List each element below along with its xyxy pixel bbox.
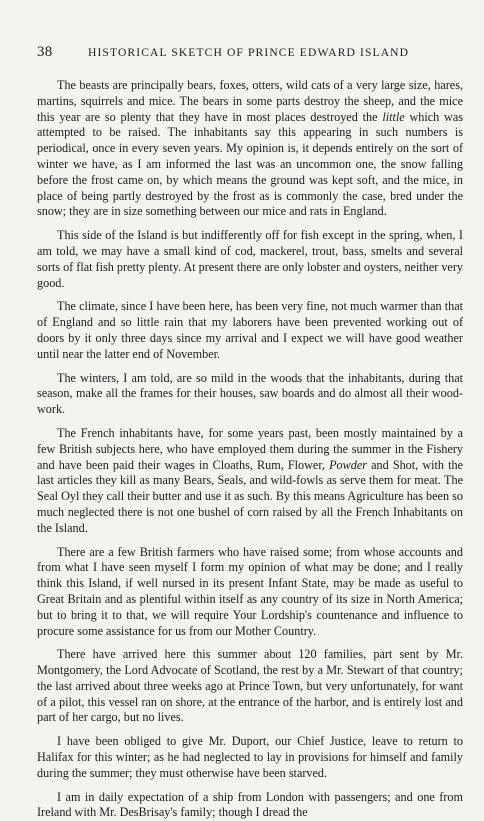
italic-word: Powder bbox=[329, 457, 367, 472]
paragraph-winters: The winters, I am told, are so mild in the woods that the inhabitants, during that season, make all the frames for their houses, saw boards and do almost all their wood-work. bbox=[37, 370, 463, 417]
paragraph-climate: The climate, since I have been here, has been very fine, not much warmer than that of England and so little rain that my laborers have been prevented working out of doors by it only three days since my arrival and I expect we will have good weather until near the latter end of November. bbox=[37, 299, 463, 361]
text-run: The beasts are principally bears, foxes, otters, wild cats of a very large size, hares, martins, squirrels and mice. The bears in some parts destroy the sheep, and the mice this year are so plenty that they have in most places destroyed the bbox=[37, 78, 463, 124]
italic-word: little bbox=[382, 109, 405, 124]
paragraph-fish: This side of the Island is but indifferently off for fish except in the spring, when, I am told, we may have a small kind of cod, mackerel, trout, bass, smelts and several sorts of flat fish pretty plenty. At present there are only lobster and oysters, neither very good. bbox=[37, 228, 463, 290]
paragraph-british-farmers: There are a few British farmers who have raised some; from whose accounts and from what I have seen myself I form my opinion of what may be done; and I really think this Island, if well nursed in its present Infant State, may be made as useful to Great Britain and as plentiful within itself as any country of its size in North America; but to bring it to that, we will require Your Lordship's countenance and influence to procure some assistance for us from our Mother Country. bbox=[37, 544, 463, 638]
text-run: which was attempted to be raised. The inhabitants say this appearing in such numbers is periodical, once in every seven years. My opinion is, it depends entirely on the sort of winter we have, as I am informed the last was an uncommon one, the snow falling before the frost came on, by which means the ground was kept soft, and the mice, in place of being partly destroyed by the frost as is commonly the case, bred under the snow; they are in size something between our mice and rats in England. bbox=[37, 109, 463, 219]
paragraph-expectation: I am in daily expectation of a ship from London with passengers; and one from Ireland with Mr. DesBrisay's family; though I dread the bbox=[37, 789, 463, 820]
paragraph-wildlife bbox=[37, 78, 463, 220]
paragraph-french-inhabitants bbox=[37, 426, 463, 537]
text-run: and Shot, with the last articles they kill as many Bears, Seals, and wild-fowls as serve them for meat. The Seal Oyl they call their butter and use it as such. By this means Agriculture has been so much neglected there is not one bushel of corn raised by all the French Inhabitants on the Island. bbox=[37, 457, 463, 535]
page-number: 38 bbox=[37, 44, 53, 60]
paragraph-chief-justice: I have been obliged to give Mr. Duport, our Chief Justice, leave to return to Halifax for this winter; as he had neglected to lay in provisions for himself and family during the summer; they must otherwise have been starved. bbox=[37, 734, 463, 780]
page-header bbox=[37, 44, 467, 64]
running-head: HISTORICAL SKETCH OF PRINCE EDWARD ISLAND bbox=[88, 46, 410, 59]
body-text bbox=[37, 78, 463, 821]
paragraph-families-arrived: There have arrived here this summer about 120 families, part sent by Mr. Montgomery, the Lord Advocate of Scotland, the rest by a Mr. Stewart of that country; the last arrived about three weeks ago at Prince Town, but very unfortunately, for want of a pilot, this vessel ran on shore, at the entrance of the harbor, and is entirely lost and part of her cargo, but no lives. bbox=[37, 647, 463, 725]
text-run: The French inhabitants have, for some years past, been mostly maintained by a few British subjects here, who have employed them during the summer in the Fishery and have been paid their wages in Cloaths, Rum, Flower, bbox=[37, 425, 463, 472]
